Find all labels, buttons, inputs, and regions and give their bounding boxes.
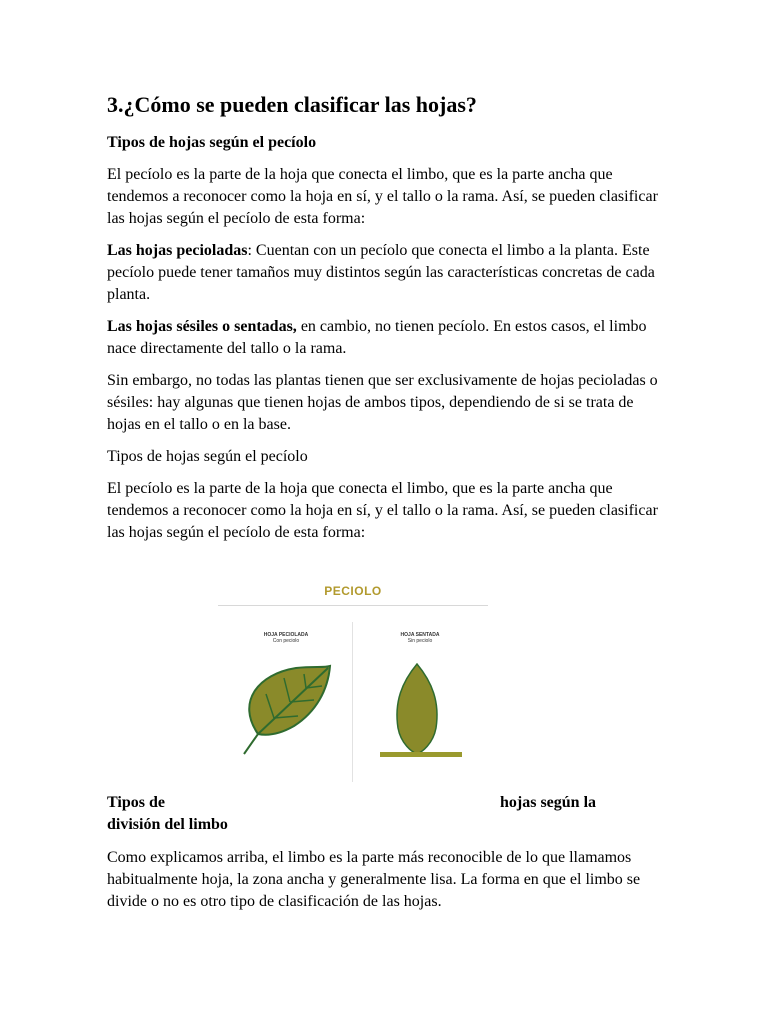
paragraph-peciolo-intro: El pecíolo es la parte de la hoja que conecta el limbo, que es la parte ancha que tendemos a reconocer como la hoja en sí, y el tallo o la rama. Así, se pueden clasificar las hojas según el pecíolo de esta forma:: [107, 166, 658, 227]
petiolate-leaf-icon: [244, 666, 330, 754]
figure-title: PECIOLO: [324, 584, 382, 598]
section-heading-limbo-right: hojas según la: [500, 794, 597, 811]
leaf-illustrations: [218, 582, 488, 786]
sessile-leaf-sublabel: Sin peciolo: [407, 638, 433, 644]
section-heading-peciolo: Tipos de hojas según el pecíolo: [107, 134, 317, 151]
sessile-leaf-icon: [380, 664, 462, 757]
final-paragraph-container: [107, 847, 667, 923]
petiolate-leaf-label: HOJA PECIOLADA: [263, 632, 309, 638]
section-heading-limbo-line2: división del limbo: [107, 816, 228, 833]
paragraph-limbo: Como explicamos arriba, el limbo es la parte más reconocible de lo que llamamos habitualmente hoja, la zona ancha y generalmente lisa. La forma en que el limbo se divide o no es otro tipo de clasificación de las hojas.: [107, 849, 641, 910]
section-heading-peciolo-repeat: Tipos de hojas según el pecíolo: [107, 448, 308, 465]
text-pecioladas: : Cuentan con un pecíolo que conecta el limbo a la planta. Este pecíolo puede tener tamaños muy distintos según las características concretas de cada planta.: [107, 242, 655, 303]
document-body: [107, 90, 667, 554]
section-heading-limbo-left: Tipos de: [107, 794, 165, 811]
petiolate-leaf-sublabel: Con peciolo: [272, 638, 300, 644]
sessile-leaf-label: HOJA SENTADA: [400, 632, 440, 638]
paragraph-pecioladas: [107, 240, 667, 306]
text-sesiles: en cambio, no tienen pecíolo. En estos casos, el limbo nace directamente del tallo o la rama.: [107, 318, 647, 357]
page-title: 3.¿Cómo se pueden clasificar las hojas?: [107, 92, 477, 117]
paragraph-ambos-tipos: Sin embargo, no todas las plantas tienen que ser exclusivamente de hojas pecioladas o sésiles: hay algunas que tienen hojas de ambos tipos, dependiendo de si se trata de hojas en el tallo o en la base.: [107, 372, 658, 433]
term-sesiles: Las hojas sésiles o sentadas,: [107, 318, 297, 335]
term-pecioladas: Las hojas pecioladas: [107, 242, 248, 259]
peciolo-figure: [218, 582, 488, 786]
paragraph-sesiles: [107, 316, 667, 360]
paragraph-peciolo-intro-repeat: El pecíolo es la parte de la hoja que conecta el limbo, que es la parte ancha que tendemos a reconocer como la hoja en sí, y el tallo o la rama. Así, se pueden clasificar las hojas según el pecíolo de esta forma:: [107, 480, 658, 541]
